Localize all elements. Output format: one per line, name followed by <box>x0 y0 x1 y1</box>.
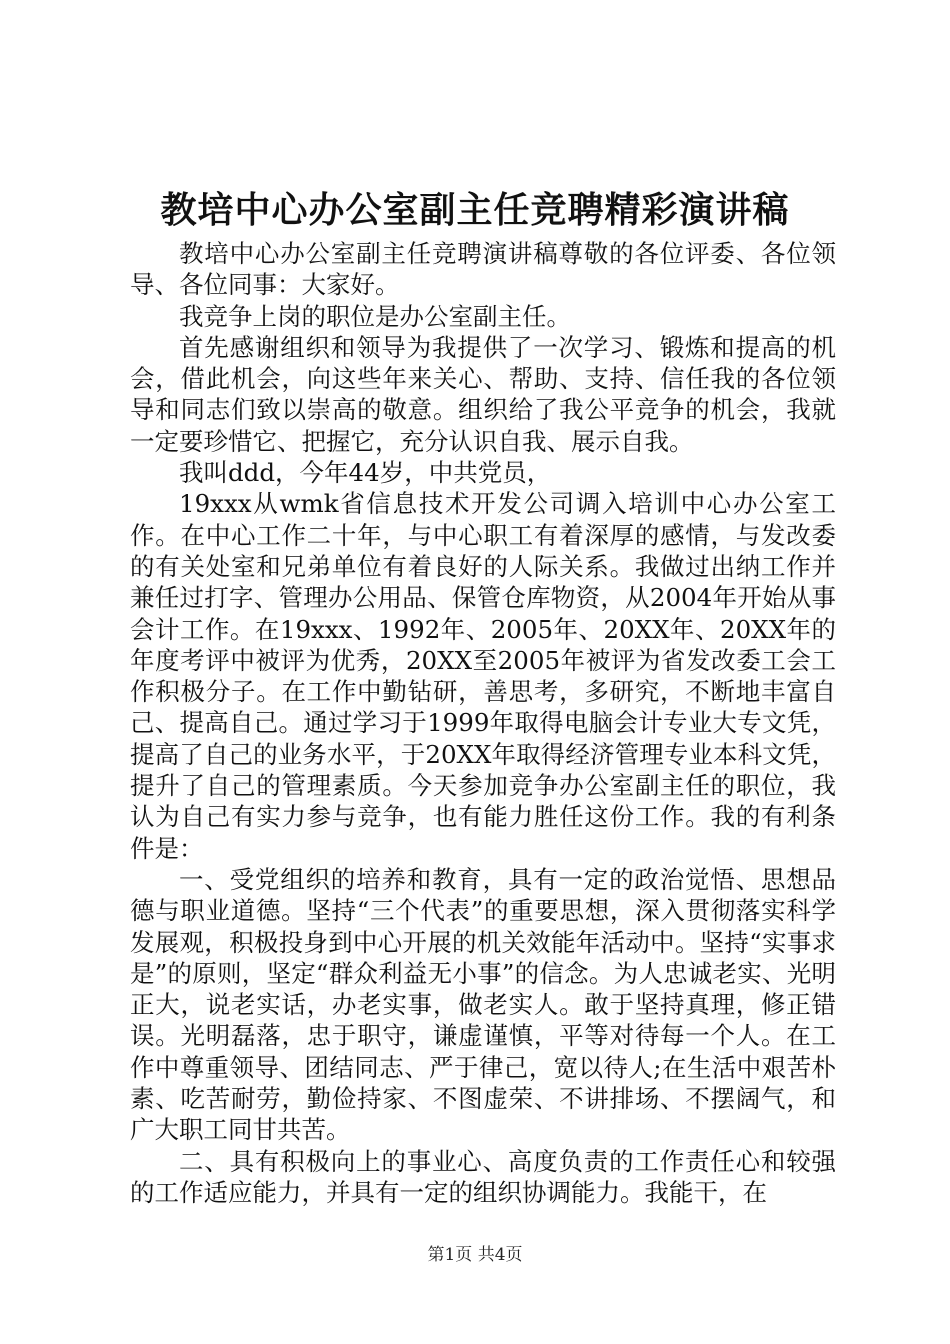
paragraph: 一、受党组织的培养和教育，具有一定的政治觉悟、思想品德与职业道德。坚持“三个代表”的重要思想，深入贯彻落实科学发展观，积极投身到中心开展的机关效能年活动中。坚持“实事求是”的原则，坚定“群众利益无小事”的信念。为人忠诚老实、光明正大，说老实话，办老实事，做老实人。敢于坚持真理，修正错误。光明磊落，忠于职守，谦虚谨慎，平等对待每一个人。在工作中尊重领导、团结同志、严于律己，宽以待人;在生活中艰苦朴素、吃苦耐劳，勤俭持家、不图虚荣、不讲排场、不摆阔气，和广大职工同甘共苦。 <box>130 864 836 1145</box>
document-title: 教培中心办公室副主任竞聘精彩演讲稿 <box>160 189 790 231</box>
page-number-footer: 第1页 共4页 <box>427 1245 523 1265</box>
paragraph: 19xxx从wmk省信息技术开发公司调入培训中心办公室工作。在中心工作二十年，与中心职工有着深厚的感情，与发改委的有关处室和兄弟单位有着良好的人际关系。我做过出纳工作并兼任过打字、管理办公用品、保管仓库物资，从2004年开始从事会计工作。在19xxx、1992年、2005年、20XX年、20XX年的年度考评中被评为优秀，20XX至2005年被评为省发改委工会工作积极分子。在工作中勤钻研，善思考，多研究，不断地丰富自己、提高自己。通过学习于1999年取得电脑会计专业大专文凭，提高了自己的业务水平，于20XX年取得经济管理专业本科文凭，提升了自己的管理素质。今天参加竞争办公室副主任的职位，我认为自己有实力参与竞争，也有能力胜任这份工作。我的有利条件是： <box>130 489 836 863</box>
document-body <box>130 238 836 1208</box>
paragraph: 二、具有积极向上的事业心、高度负责的工作责任心和较强的工作适应能力，并具有一定的组织协调能力。我能干，在 <box>130 1146 836 1207</box>
paragraph: 首先感谢组织和领导为我提供了一次学习、锻炼和提高的机会，借此机会，向这些年来关心、帮助、支持、信任我的各位领导和同志们致以崇高的敬意。组织给了我公平竞争的机会，我就一定要珍惜它、把握它，充分认识自我、展示自我。 <box>130 332 836 456</box>
paragraph: 我竞争上岗的职位是办公室副主任。 <box>179 301 571 331</box>
paragraph: 我叫ddd，今年44岁，中共党员， <box>179 458 552 488</box>
paragraph: 教培中心办公室副主任竞聘演讲稿尊敬的各位评委、各位领导、各位同事：大家好。 <box>130 239 836 300</box>
